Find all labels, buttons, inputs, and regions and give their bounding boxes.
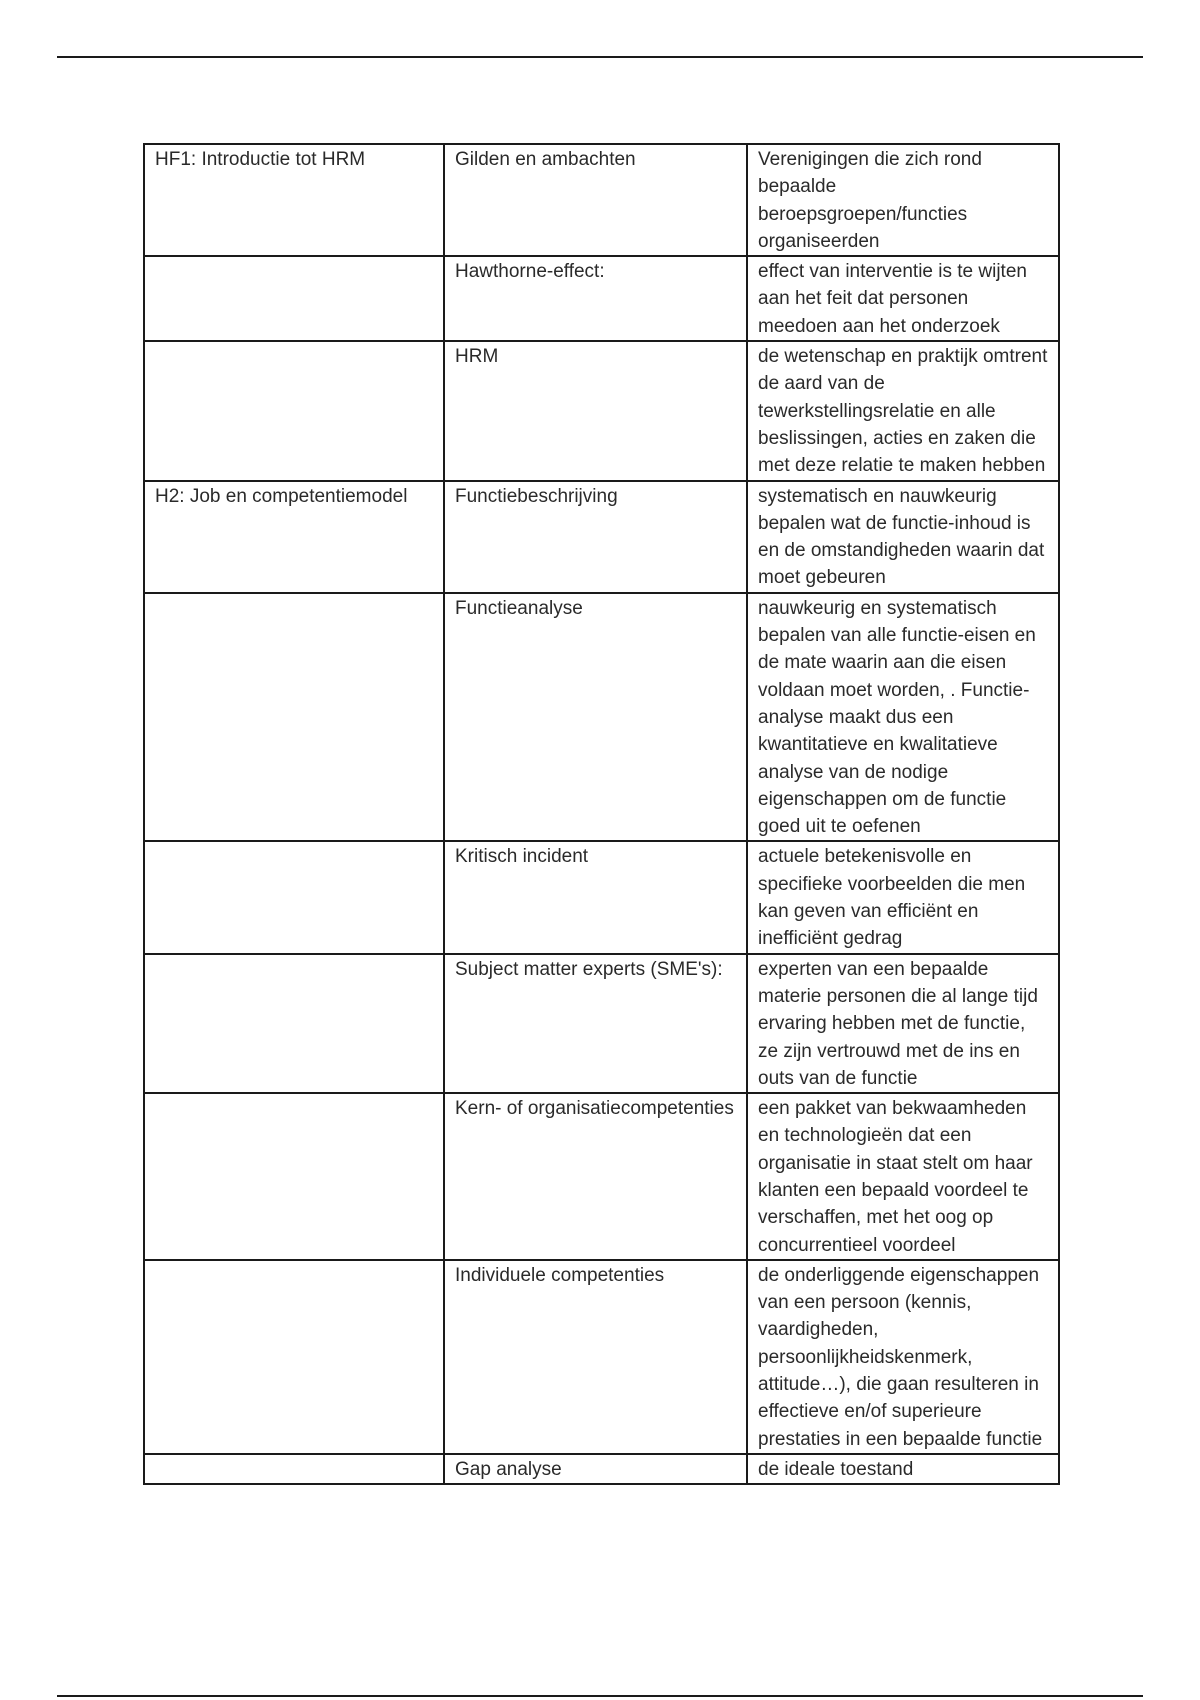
- definition-cell: experten van een bepaalde materie personen die al lange tijd ervaring hebben met de functie, ze zijn vertrouwd met de ins en outs van de functie: [747, 954, 1059, 1093]
- chapter-cell: HF1: Introductie tot HRM: [144, 144, 444, 256]
- definition-cell: een pakket van bekwaamheden en technologieën dat een organisatie in staat stelt om haar klanten een bepaald voordeel te verschaffen, met het oog op concurrentieel voordeel: [747, 1093, 1059, 1260]
- glossary-table: [143, 143, 1060, 1485]
- table-row: [144, 841, 1059, 953]
- table-row: [144, 954, 1059, 1093]
- term-cell: Kritisch incident: [444, 841, 747, 953]
- table-row: [144, 481, 1059, 593]
- definition-cell: systematisch en nauwkeurig bepalen wat de functie-inhoud is en de omstandigheden waarin dat moet gebeuren: [747, 481, 1059, 593]
- chapter-cell: [144, 1093, 444, 1260]
- chapter-cell: [144, 841, 444, 953]
- table-row: [144, 1454, 1059, 1484]
- term-cell: HRM: [444, 341, 747, 480]
- chapter-cell: [144, 1260, 444, 1454]
- definition-cell: nauwkeurig en systematisch bepalen van alle functie-eisen en de mate waarin aan die eisen voldaan moet worden, . Functie-analyse maakt dus een kwantitatieve en kwalitatieve analyse van de nodige eigenschappen om de functie goed uit te oefenen: [747, 593, 1059, 842]
- term-cell: Gilden en ambachten: [444, 144, 747, 256]
- header-rule: [57, 56, 1143, 58]
- table-row: [144, 1093, 1059, 1260]
- definition-cell: de wetenschap en praktijk omtrent de aard van de tewerkstellingsrelatie en alle beslissingen, acties en zaken die met deze relatie te maken hebben: [747, 341, 1059, 480]
- table-row: [144, 1260, 1059, 1454]
- term-cell: Gap analyse: [444, 1454, 747, 1484]
- chapter-cell: H2: Job en competentiemodel: [144, 481, 444, 593]
- term-cell: Individuele competenties: [444, 1260, 747, 1454]
- chapter-cell: [144, 954, 444, 1093]
- term-cell: Hawthorne-effect:: [444, 256, 747, 341]
- term-cell: Functieanalyse: [444, 593, 747, 842]
- definition-cell: de ideale toestand: [747, 1454, 1059, 1484]
- term-cell: Kern- of organisatiecompetenties: [444, 1093, 747, 1260]
- term-cell: Functiebeschrijving: [444, 481, 747, 593]
- table-row: [144, 144, 1059, 256]
- definition-cell: de onderliggende eigenschappen van een persoon (kennis, vaardigheden, persoonlijkheidskenmerk, attitude…), die gaan resulteren in effectieve en/of superieure prestaties in een bepaalde functie: [747, 1260, 1059, 1454]
- chapter-cell: [144, 256, 444, 341]
- definition-cell: Verenigingen die zich rond bepaalde beroepsgroepen/functies organiseerden: [747, 144, 1059, 256]
- definition-cell: actuele betekenisvolle en specifieke voorbeelden die men kan geven van efficiënt en inefficiënt gedrag: [747, 841, 1059, 953]
- chapter-cell: [144, 341, 444, 480]
- chapter-cell: [144, 1454, 444, 1484]
- term-cell: Subject matter experts (SME's):: [444, 954, 747, 1093]
- footer-rule: [57, 1695, 1143, 1697]
- chapter-cell: [144, 593, 444, 842]
- table-row: [144, 593, 1059, 842]
- table-row: [144, 256, 1059, 341]
- table-row: [144, 341, 1059, 480]
- definition-cell: effect van interventie is te wijten aan het feit dat personen meedoen aan het onderzoek: [747, 256, 1059, 341]
